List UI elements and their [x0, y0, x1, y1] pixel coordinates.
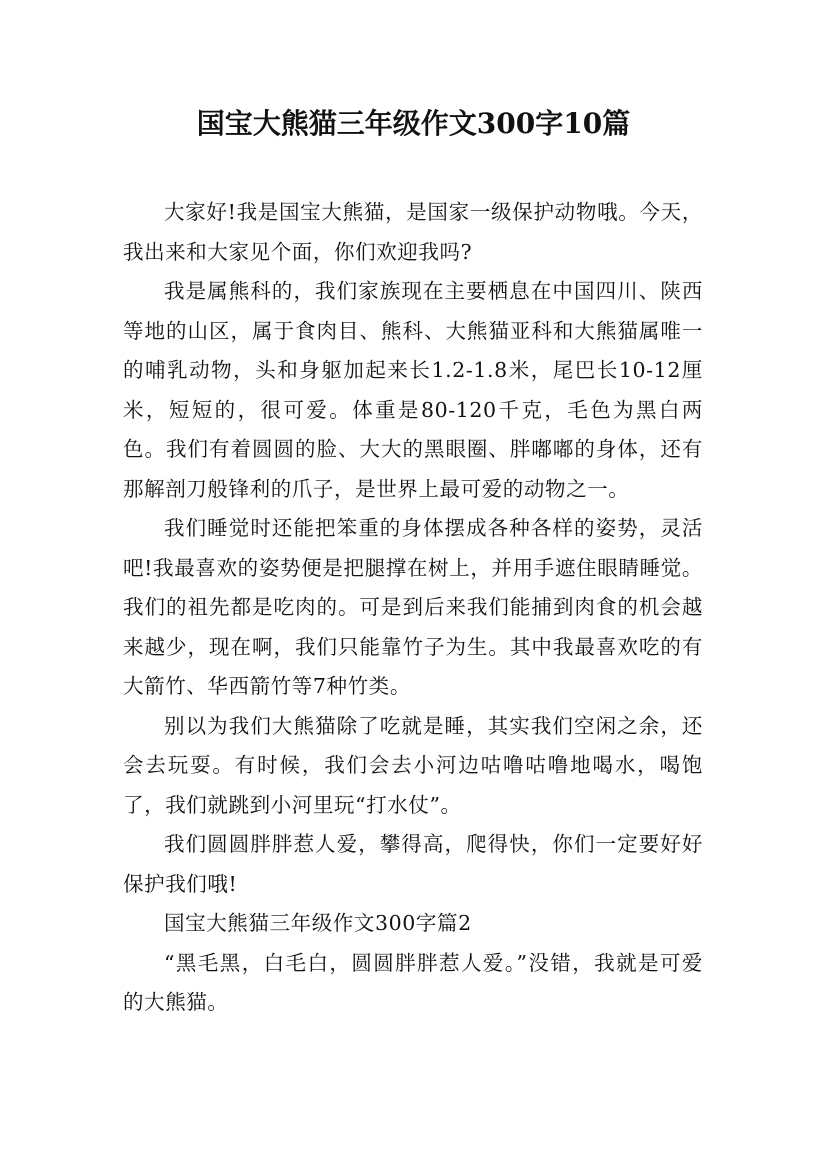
- paragraph-sleep-diet: 我们睡觉时还能把笨重的身体摆成各种各样的姿势，灵活吧!我最喜欢的姿势便是把腿撑在树上，并用手遮住眼睛睡觉。我们的祖先都是吃肉的。可是到后来我们能捕到肉食的机会越来越少，现在啊，我们只能靠竹子为生。其中我最喜欢吃的有大箭竹、华西箭竹等7种竹类。: [123, 516, 703, 698]
- paragraph-intro: 大家好!我是国宝大熊猫，是国家一级保护动物哦。今天，我出来和大家见个面，你们欢迎我吗?: [123, 200, 703, 264]
- paragraph-closing: 我们圆圆胖胖惹人爱，攀得高，爬得快，你们一定要好好保护我们哦!: [123, 832, 703, 896]
- paragraph-play: 别以为我们大熊猫除了吃就是睡，其实我们空闲之余，还会去玩耍。有时候，我们会去小河边咕噜咕噜地喝水，喝饱了，我们就跳到小河里玩“打水仗”。: [123, 713, 703, 817]
- document-title: 国宝大熊猫三年级作文300字10篇: [196, 107, 631, 140]
- paragraph-description: 我是属熊科的，我们家族现在主要栖息在中国四川、陕西等地的山区，属于食肉目、熊科、大熊猫亚科和大熊猫属唯一的哺乳动物，头和身躯加起来长1.2-1.8米，尾巴长10-12厘米，短短的，很可爱。体重是80-120千克，毛色为黑白两色。我们有着圆圆的脸、大大的黑眼圈、胖嘟嘟的身体，还有那解剖刀般锋利的爪子，是世界上最可爱的动物之一。: [123, 279, 703, 501]
- document-body: [123, 193, 703, 1023]
- section-heading-essay-2: 国宝大熊猫三年级作文300字篇2: [164, 911, 472, 935]
- paragraph-essay-2-intro: “黑毛黑，白毛白，圆圆胖胖惹人爱。”没错，我就是可爱的大熊猫。: [123, 950, 703, 1014]
